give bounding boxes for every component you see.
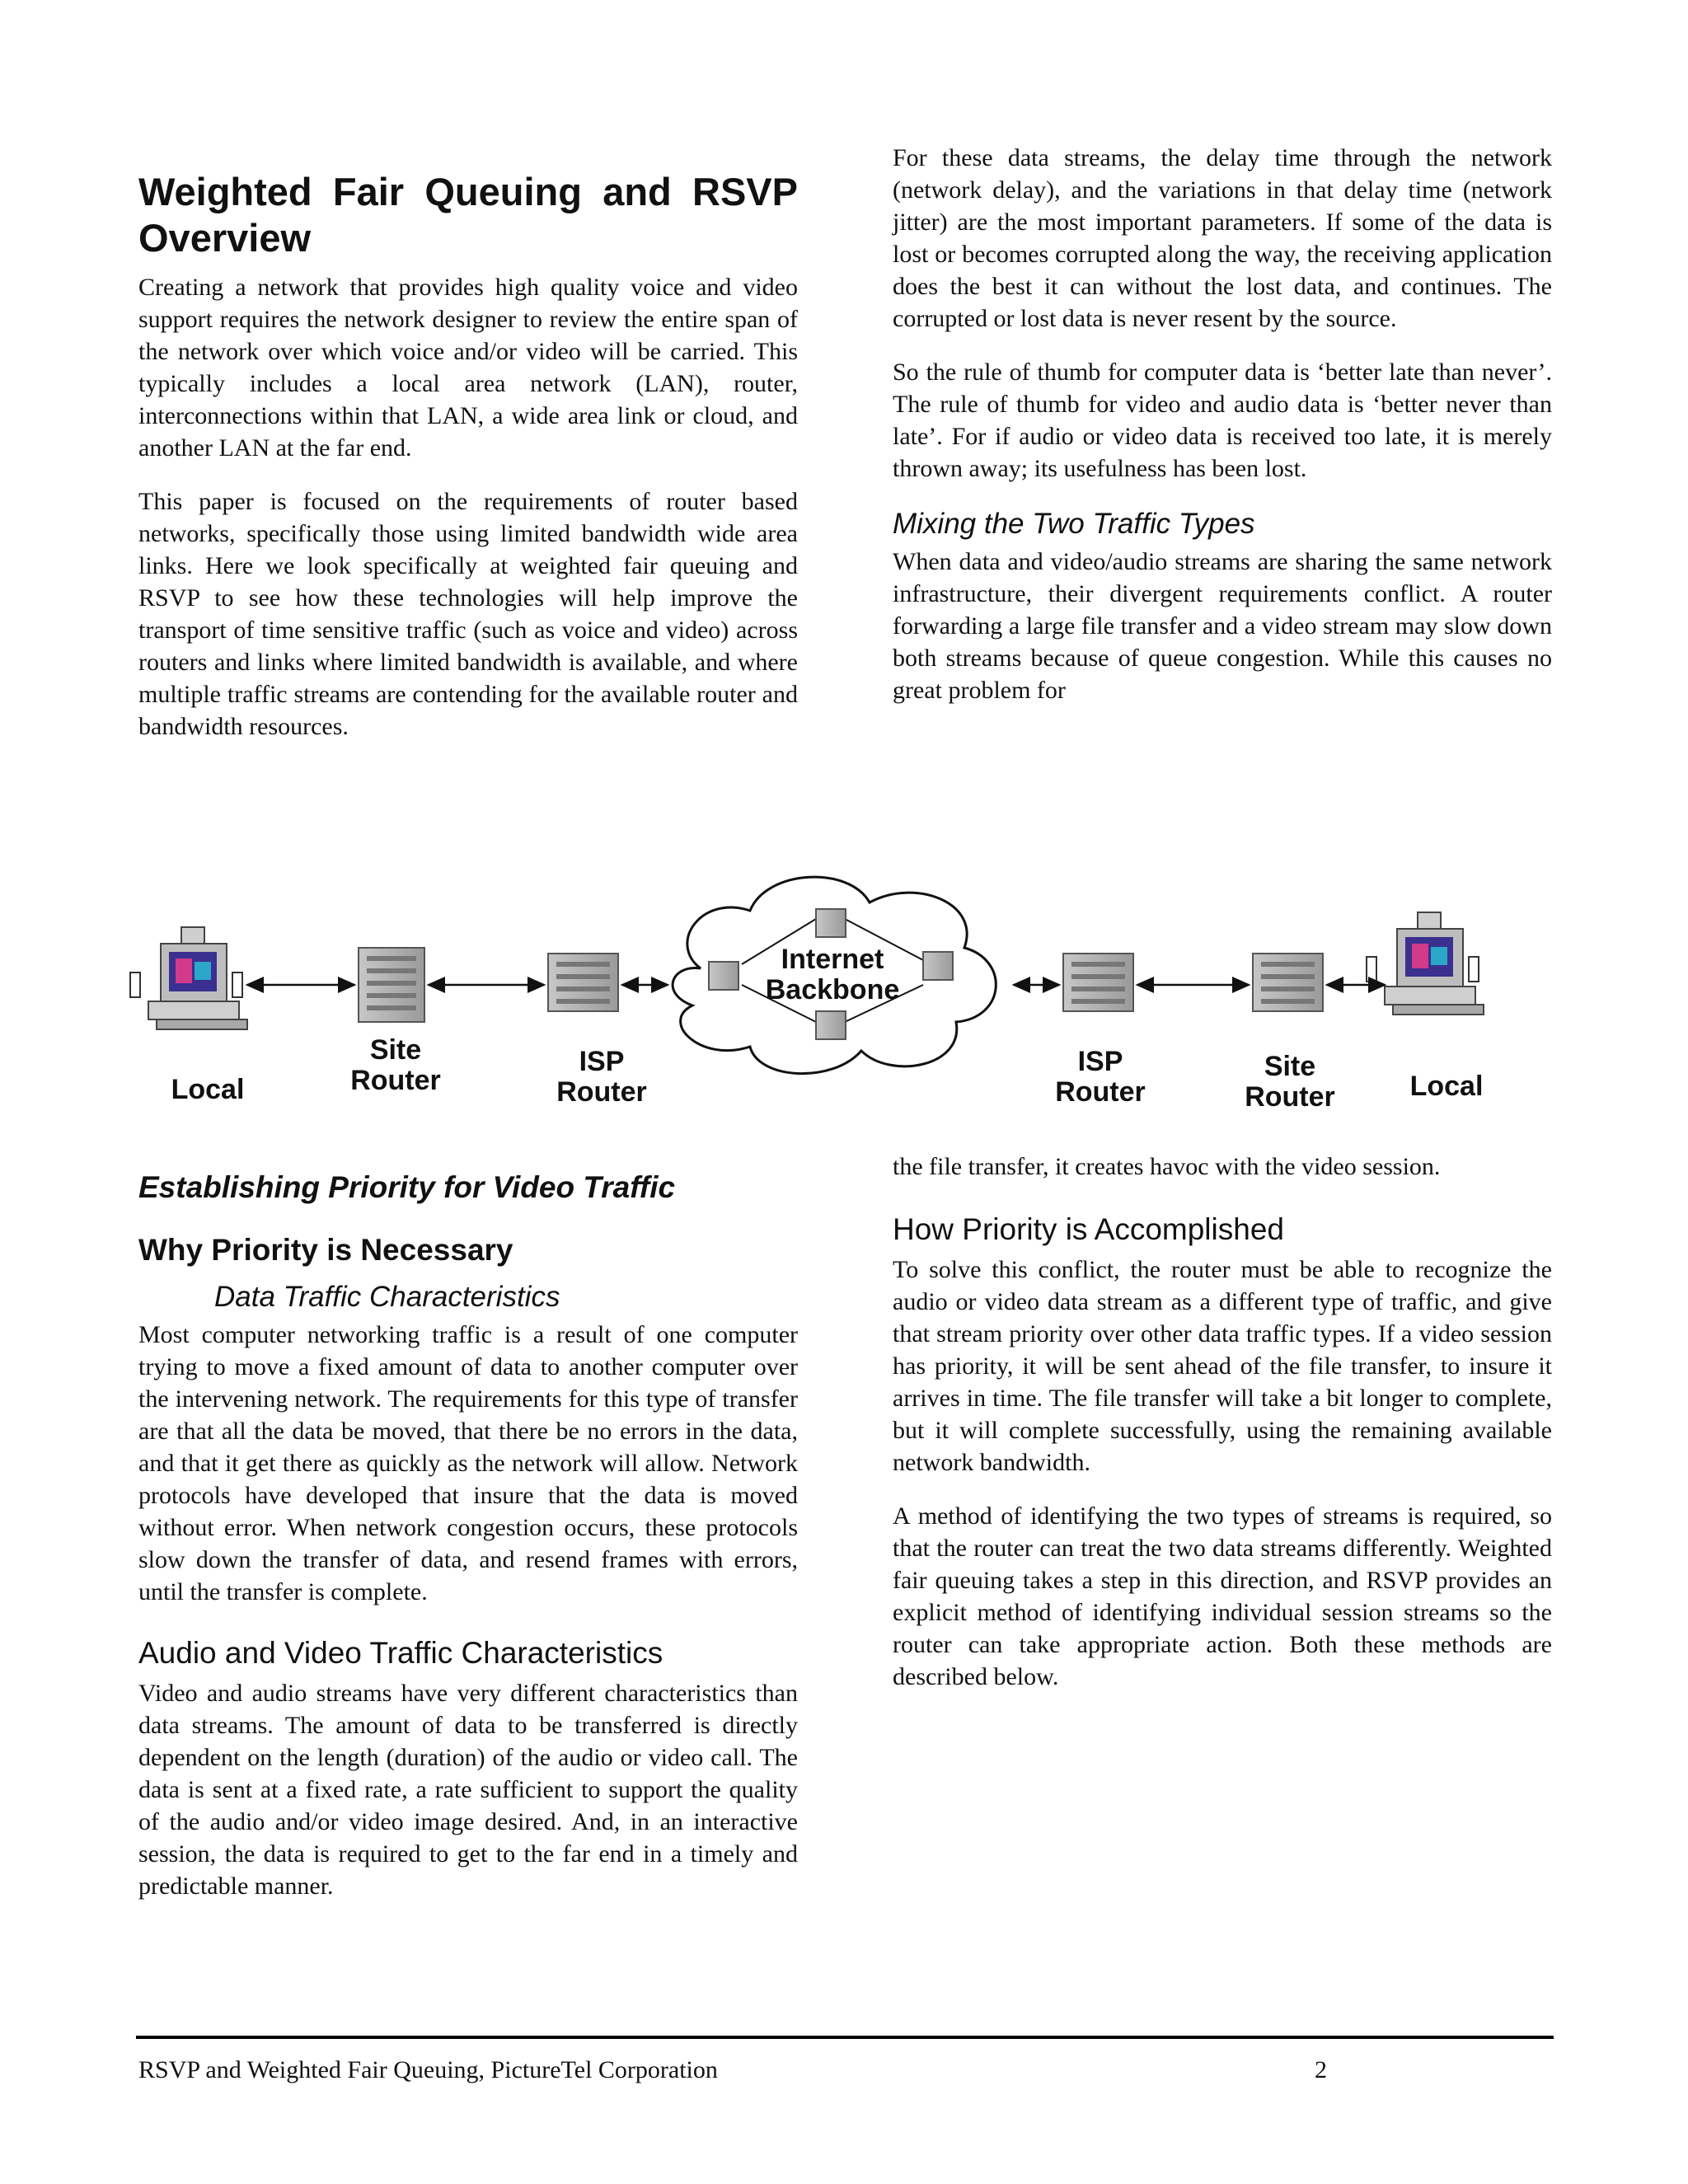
page-title: Weighted Fair Queuing and RSVP Overview — [138, 170, 798, 260]
subsection-heading: Why Priority is Necessary — [138, 1233, 513, 1267]
isp-router-left-icon — [548, 954, 618, 1011]
paragraph: the file transfer, it creates havoc with the video session. — [893, 1153, 1441, 1180]
footer-rule — [136, 2036, 1554, 2039]
footer-text: RSVP and Weighted Fair Queuing, PictureTel Corporation — [138, 2056, 718, 2083]
paragraph: So the rule of thumb for computer data is ‘better late than never’. The rule of thumb for video and audio data is ‘better never than late’. For if audio or video data is received too late, it is merely thrown away; its usefulness has been lost. — [893, 359, 1552, 482]
paragraph: This paper is focused on the requirements of router based networks, specifically those using limited bandwidth wide area links. Here we look specifically at weighted fair queuing and RSVP to see how these technologies will help improve the transport of time sensitive traffic (such as voice and video) across routers and links where limited bandwidth is available, and where multiple traffic streams are contending for the available router and bandwidth resources. — [138, 488, 798, 740]
label-site-router-right-line1: Site — [1264, 1051, 1316, 1082]
column-left-top — [138, 169, 798, 764]
label-backbone-line1: Internet — [781, 944, 884, 975]
label-site-router-left-line1: Site — [369, 1034, 422, 1066]
paragraph: To solve this conflict, the router must be able to recognize the audio or video data stream as a different type of traffic, and give that stream priority over other data traffic types. If a video session has priority, it will be sent ahead of the file transfer, to insure it arrives in time. The file transfer will take a bit longer to complete, but it will complete successfully, using the remaining available network bandwidth. — [893, 1256, 1552, 1476]
subsection-heading: How Priority is Accomplished — [893, 1212, 1284, 1246]
paragraph: Video and audio streams have very different characteristics than data streams. The amount of data to be transferred is directly dependent on the length (duration) of the audio or video call. The data is sent at a fixed rate, a rate sufficient to support the quality of the audio and/or video image desired. And, in an interactive session, the data is required to get to the far end in a timely and predictable manner. — [138, 1680, 798, 1900]
column-right-bottom — [893, 1151, 1552, 1714]
label-site-router-left-line2: Router — [350, 1065, 441, 1096]
label-backbone-line2: Backbone — [765, 974, 900, 1005]
computer-right-icon — [1367, 912, 1484, 1015]
paragraph: When data and video/audio streams are sharing the same network infrastructure, their divergent requirements conflict. A router forwarding a large file transfer and a video stream may slow down both streams because of queue congestion. While this causes no great problem for — [893, 548, 1552, 704]
label-local-left: Local — [171, 1074, 245, 1105]
label-local-right: Local — [1409, 1071, 1484, 1102]
page-number: 2 — [1315, 2056, 1327, 2083]
computer-left-icon — [130, 927, 247, 1029]
paragraph: A method of identifying the two types of streams is required, so that the router can treat the two data streams differently. Weighted fair queuing takes a step in this direction, and RSVP provides an explicit method of identifying individual session streams so the router can take appropriate action. Both these methods are described below. — [893, 1502, 1552, 1690]
label-site-router-right-line2: Router — [1245, 1081, 1335, 1113]
label-isp-router-right-line2: Router — [1055, 1076, 1146, 1108]
site-router-left-icon — [359, 948, 424, 1022]
subsection-heading: Audio and Video Traffic Characteristics — [138, 1636, 663, 1670]
label-isp-router-right-line1: ISP — [1077, 1046, 1123, 1077]
section-heading: Mixing the Two Traffic Types — [893, 508, 1255, 540]
label-isp-router-left-line1: ISP — [579, 1046, 625, 1077]
subsubsection-heading: Data Traffic Characteristics — [214, 1281, 560, 1313]
network-diagram — [124, 869, 1574, 1125]
column-right-top — [893, 142, 1552, 728]
column-left-bottom — [138, 1169, 798, 1924]
site-router-right-icon — [1253, 954, 1323, 1011]
label-isp-router-left-line2: Router — [556, 1076, 647, 1108]
paragraph: Most computer networking traffic is a result of one computer trying to move a fixed amount of data to another computer over the intervening network. The requirements for this type of transfer are that all the data be moved, that there be no errors in the data, and that it get there as quickly as the network will allow. Network protocols have developed that insure that the data is moved without error. When network congestion occurs, these protocols slow down the transfer of data, and resend frames with errors, until the transfer is complete. — [138, 1321, 798, 1605]
paragraph: Creating a network that provides high quality voice and video support requires the network designer to review the entire span of the network over which voice and/or video will be carried. This typically includes a local area network (LAN), router, interconnections within that LAN, a wide area link or cloud, and another LAN at the far end. — [138, 274, 798, 462]
isp-router-right-icon — [1063, 954, 1133, 1011]
section-heading: Establishing Priority for Video Traffic — [138, 1170, 676, 1204]
paragraph: For these data streams, the delay time through the network (network delay), and the variations in that delay time (network jitter) are the most important parameters. If some of the data is lost or becomes corrupted along the way, the receiving application does the best it can without the lost data, and continues. The corrupted or lost data is never resent by the source. — [893, 144, 1552, 332]
